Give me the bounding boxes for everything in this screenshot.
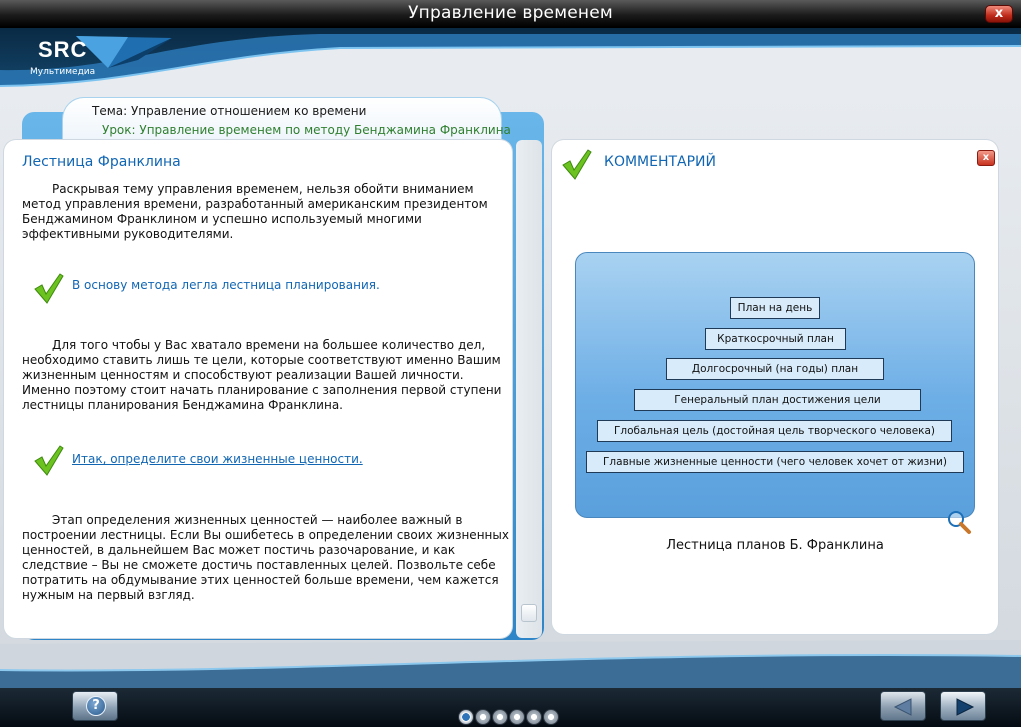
ladder-step: Главные жизненные ценности (чего человек хочет от жизни) — [586, 451, 964, 473]
help-button[interactable] — [72, 691, 118, 721]
lesson-title: Лестница Франклина — [22, 154, 181, 170]
comment-close-button[interactable]: x — [977, 150, 995, 166]
page-dot[interactable] — [526, 709, 542, 725]
logo-brand: SRC — [38, 37, 88, 62]
ladder-step: План на день — [730, 297, 820, 319]
diagram-caption: Лестница планов Б. Франклина — [666, 538, 884, 553]
next-button[interactable] — [940, 691, 986, 721]
magnifier-zoom-icon[interactable] — [946, 509, 972, 535]
lesson-scrollbar[interactable] — [516, 140, 542, 638]
checkmark-icon — [560, 148, 592, 180]
ladder-step: Краткосрочный план — [705, 328, 846, 350]
checkmark-icon — [32, 272, 64, 304]
page-dot[interactable] — [509, 709, 525, 725]
arrow-left-icon — [881, 692, 927, 722]
arrow-right-icon — [941, 692, 987, 722]
lesson-note-ladder: В основу метода легла лестница планирования. — [72, 278, 380, 292]
page-indicator — [458, 709, 559, 725]
help-icon: ? — [86, 696, 106, 716]
window-title: Управление временем — [408, 3, 613, 23]
ladder-step: Глобальная цель (достойная цель творческого человека) — [597, 420, 952, 442]
page-dot[interactable] — [543, 709, 559, 725]
page-dot[interactable] — [492, 709, 508, 725]
previous-button[interactable] — [880, 691, 926, 721]
comment-title: КОММЕНТАРИЙ — [604, 154, 717, 170]
franklin-ladder-diagram[interactable] — [575, 252, 975, 518]
page-dot[interactable] — [458, 709, 474, 725]
window-close-button[interactable]: x — [985, 5, 1013, 23]
define-values-link[interactable]: Итак, определите свои жизненные ценности. — [72, 452, 363, 466]
ladder-step: Долгосрочный (на годы) план — [666, 358, 884, 380]
logo-subtitle: Мультимедиа — [30, 67, 96, 77]
logo — [8, 30, 198, 82]
lesson-paragraph-3: Этап определения жизненных ценностей — наиболее важный в построении лестницы. Если Вы ошибетесь в определении своих жизненных ценностей, в дальнейшем Вас может постичь разочарование, и как следствие – Вы не сможете достичь поставленных целей. Позвольте себе потратить на обдумывание этих ценностей больше времени, чем кажется нужным на первый взгляд. — [22, 513, 509, 602]
lesson-paragraph-1: Раскрывая тему управления временем, нельзя обойти вниманием метод управления времени, разработанный американским президентом Бенджамином Франклином и успешно используемый многими эффективными руководителями. — [22, 182, 488, 241]
checkmark-icon — [32, 444, 64, 476]
topic-lesson: Урок: Управление временем по методу Бенджамина Франклина — [102, 123, 511, 137]
lesson-paragraph-2: Для того чтобы у Вас хватало времени на большее количество дел, необходимо ставить лишь те цели, которые соответствуют именно Вашим жизненным ценностям и способствуют реализации Вашей личности. Именно поэтому стоит начать планирование с заполнения первой ступени лестницы планирования Бенджамина Франклина. — [22, 338, 502, 412]
ladder-step: Генеральный план достижения цели — [634, 389, 921, 411]
page-dot[interactable] — [475, 709, 491, 725]
topic-theme: Тема: Управление отношением ко времени — [92, 104, 367, 118]
footer-wave-decoration — [0, 630, 1021, 690]
title-bar — [0, 0, 1021, 28]
lesson-scroll-thumb[interactable] — [521, 604, 537, 622]
